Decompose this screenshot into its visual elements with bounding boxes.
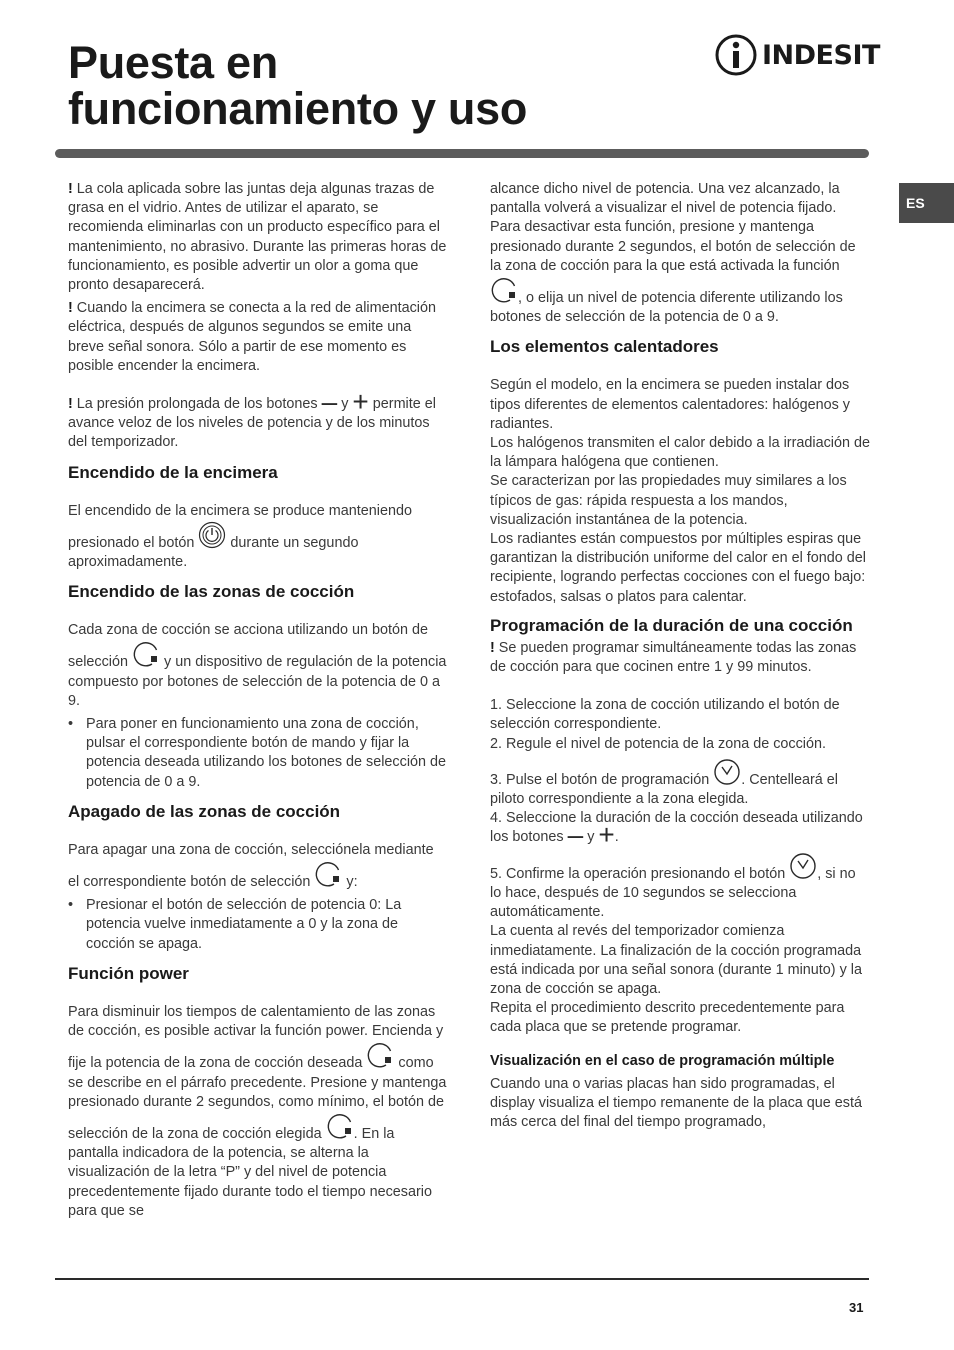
- warning-mark: !: [68, 181, 73, 197]
- list-item: • Para poner en funcionamiento una zona de cocción, pulsar el correspondiente botón de mando y fijar la potencia deseada utilizando los botones de selección de potencia de 0 a 9.: [68, 715, 448, 792]
- plus-icon: +: [352, 386, 369, 418]
- power-icon: [198, 521, 226, 549]
- note-long-press: [68, 386, 448, 453]
- note-long-press-text-b: y: [341, 396, 349, 413]
- step-5: [490, 852, 870, 1038]
- warning-mark: !: [490, 639, 495, 656]
- list-item: • Presionar el botón de selección de potencia 0: La potencia vuelve inmediatamente a 0 y la zona de cocción se apaga.: [68, 896, 448, 954]
- heading-funcion-power: Función power: [68, 963, 189, 983]
- paragraph-power-cont-text-b: , o elija un nivel de potencia diferente utilizando los botones de selección de la potencia de 0 a 9.: [490, 290, 843, 326]
- heading-elementos: Los elementos calentadores: [490, 337, 719, 357]
- paragraph-repita: Repita el procedimiento descrito precedentemente para cada placa que se pretende programar.: [490, 1000, 845, 1036]
- apagado-bullets: [68, 896, 448, 954]
- left-column: [68, 180, 448, 1231]
- paragraph-power-cont: [490, 180, 870, 327]
- note-programacion: [490, 639, 870, 677]
- heading-encendido-encimera: Encendido de la encimera: [68, 462, 278, 482]
- timer-icon: [789, 852, 817, 880]
- step-5-text-b: , si no lo hace, después de 10 segundos se selecciona automáticamente.: [490, 865, 856, 921]
- step-4-text-b: y: [587, 829, 595, 846]
- zone-select-icon: [132, 640, 160, 668]
- step-2: 2. Regule el nivel de potencia de la zona de cocción.: [490, 735, 827, 752]
- note-connect-text: Cuando la encimera se conecta a la red de alimentación eléctrica, después de algunos segundos se emite una breve señal sonora. Sólo a partir de ese momento es posible encender la encimera.: [68, 300, 436, 374]
- brand-logo: [714, 33, 880, 77]
- language-tab: ES: [899, 183, 954, 223]
- note-long-press-text-a: La presión prolongada de los botones: [76, 396, 318, 413]
- paragraph-encendido: [68, 502, 448, 573]
- step-3-text-b: . Centelleará el piloto correspondiente a la zona elegida.: [490, 771, 838, 808]
- minus-icon: –: [567, 819, 584, 851]
- step-1: 1. Seleccione la zona de cocción utilizando el botón de selección correspondiente.: [490, 697, 840, 733]
- paragraph-zonas: [68, 621, 448, 711]
- paragraph-power: [68, 1003, 448, 1221]
- brand-name: INDESIT: [762, 39, 880, 71]
- heading-multiple: Visualización en el caso de programación múltiple: [490, 1052, 835, 1069]
- step-4-text-c: .: [614, 829, 619, 846]
- paragraph-apagado-text-a: Para apagar una zona de cocción, selecciónela mediante el correspondiente botón de selección: [68, 841, 434, 891]
- warning-mark: !: [68, 396, 73, 413]
- zone-select-icon: [326, 1112, 354, 1140]
- heading-apagado-zonas: Apagado de las zonas de cocción: [68, 801, 341, 821]
- page-title-line2: funcionamiento y uso: [68, 83, 528, 134]
- note-connect: [68, 299, 448, 376]
- note-long-press-text-c: permite el avance veloz de los niveles de potencia y de los minutos del temporizador.: [68, 396, 436, 451]
- step-3-text-a: 3. Pulse el botón de programación: [490, 771, 710, 788]
- paragraph-apagado-text-b: y:: [346, 874, 358, 891]
- minus-icon: –: [321, 386, 338, 418]
- heading-programacion: Programación de la duración de una cocción: [490, 615, 853, 635]
- paragraph-elementos-1: Según el modelo, en la encimera se pueden instalar dos tipos diferentes de elementos calentadores: halógenos y radiantes.: [490, 377, 850, 432]
- paragraph-elementos: [490, 376, 870, 606]
- paragraph-zonas-text-b: y un dispositivo de regulación de la potencia compuesto por botones de selección de la potencia de 0 a 9.: [68, 654, 447, 709]
- heading-encendido-zonas: Encendido de las zonas de cocción: [68, 582, 355, 602]
- note-glue: [68, 180, 448, 295]
- note-glue-text: La cola aplicada sobre las juntas deja algunas trazas de grasa en el vidrio. Antes de utilizar el aparato, se recomienda eliminarlas con un producto específico para el mantenimiento, no abrasivo. Durante las primeras horas de funcionamiento, es posible advertir un olor a goma que pronto desaparecerá.: [68, 181, 447, 294]
- plus-icon: +: [598, 819, 615, 851]
- page-number: 31: [849, 1300, 864, 1315]
- paragraph-encendido-text-b: durante un segundo aproximadamente.: [68, 534, 359, 571]
- paragraph-elementos-4: Los radiantes están compuestos por múltiples espiras que garantizan la distribución uniforme del calor en el fondo del recipiente, logrando perfectas cocciones con el fuego bajo: estofados, salsas o platos para calentar.: [490, 531, 866, 605]
- indesit-logo-icon: [714, 33, 758, 77]
- footer-rule: [55, 1278, 869, 1280]
- timer-icon: [713, 758, 741, 786]
- step-4-text-a: 4. Seleccione la duración de la cocción deseada utilizando los botones: [490, 810, 863, 846]
- zone-select-icon: [314, 860, 342, 888]
- page-title: [68, 37, 528, 134]
- zonas-bullets: [68, 715, 448, 792]
- paragraph-power-text-c: . En la pantalla indicadora de la potencia, se alterna la visualización de la letra “P” y del nivel de potencia precedentemente fijado durante todo el tiempo necesario para que se: [68, 1125, 433, 1219]
- right-column: [490, 180, 870, 1142]
- step-3-4: [490, 758, 870, 851]
- step-5-text-a: 5. Confirme la operación presionando el botón: [490, 865, 786, 882]
- header-rule: [55, 149, 869, 158]
- page-title-line1: Puesta en: [68, 37, 278, 88]
- paragraph-zonas-text-a: Cada zona de cocción se acciona utilizando un botón de selección: [68, 622, 429, 671]
- paragraph-power-text-a: Para disminuir los tiempos de calentamiento de las zonas de cocción, es posible activar la función power. Encienda y fije la potencia de la zona de cocción deseada: [68, 1003, 444, 1072]
- paragraph-encendido-text-a: El encendido de la encimera se produce manteniendo presionado el botón: [68, 502, 413, 551]
- paragraph-power-text-b: como se describe en el párrafo precedente. Presione y mantenga presionado durante 2 segundos, como mínimo, el botón de selección de la zona de cocción elegida: [68, 1055, 447, 1142]
- paragraph-multiple: Cuando una o varias placas han sido programadas, el display visualiza el tiempo remanente de la placa que está más cerca del final del tiempo programado,: [490, 1075, 862, 1130]
- note-programacion-text: Se pueden programar simultáneamente todas las zonas de cocción para que cocinen entre 1 y 99 minutos.: [490, 639, 857, 676]
- paragraph-elementos-2: Los halógenos transmiten el calor debido a la irradiación de la lámpara halógena que contienen.: [490, 435, 870, 471]
- paragraph-cuenta: La cuenta al revés del temporizador comienza inmediatamente. La finalización de la cocción programada está indicada por una señal sonora (durante 1 minuto) y la zona de cocción se apaga.: [490, 923, 862, 997]
- paragraph-elementos-3: Se caracterizan por las propiedades muy similares a los típicos de gas: rápida respuesta a los mandos, visualización instantánea de la potencia.: [490, 473, 847, 528]
- step-1-2: [490, 696, 870, 754]
- zone-select-icon: [490, 276, 518, 304]
- zone-select-icon: [366, 1041, 394, 1069]
- warning-mark: !: [68, 300, 73, 317]
- paragraph-apagado: [68, 841, 448, 892]
- paragraph-power-cont-text-a: alcance dicho nivel de potencia. Una vez alcanzado, la pantalla volverá a visualizar el nivel de potencia fijado. Para desactivar esta función, presione y mantenga presionado durante 2 segundos, el botón de selección de la zona de cocción para la que está activada la función: [490, 181, 856, 274]
